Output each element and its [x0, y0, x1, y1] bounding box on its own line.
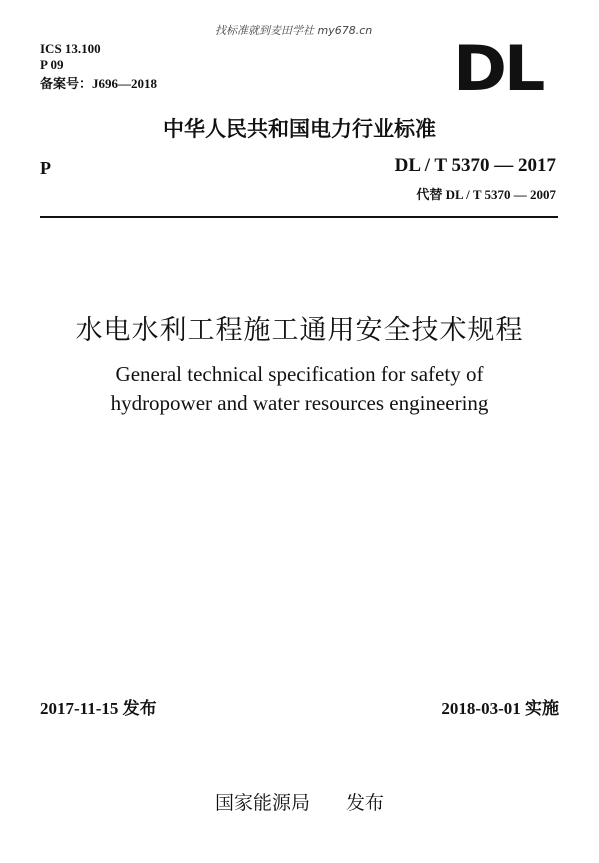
issue-date: 2017-11-15 发布 [40, 699, 157, 718]
header-divider [40, 216, 558, 218]
title-english-line2: hydropower and water resources engineering [110, 391, 489, 415]
industry-standard-heading: 中华人民共和国电力行业标准 [163, 117, 436, 141]
ccs-code: P 09 [40, 57, 64, 72]
title-chinese: 水电水利工程施工通用安全技术规程 [75, 315, 524, 346]
dl-logo: DL [453, 32, 543, 105]
implementation-date: 2018-03-01 实施 [441, 699, 559, 718]
standard-number: DL / T 5370 — 2017 [394, 155, 556, 176]
watermark-text: 找标准就到麦田学社 my678.cn [215, 24, 373, 37]
replaces-standard: 代替 DL / T 5370 — 2007 [416, 187, 556, 202]
classification-letter: P [40, 158, 51, 178]
publisher [0, 788, 599, 815]
ics-code: ICS 13.100 [40, 41, 101, 56]
publisher-action: 发布 [346, 792, 385, 814]
publisher-name: 国家能源局 [214, 792, 310, 814]
title-english-line1: General technical specification for safety of [115, 362, 484, 386]
title-english [0, 360, 599, 418]
filing-number: 备案号：J696—2018 [40, 76, 158, 91]
